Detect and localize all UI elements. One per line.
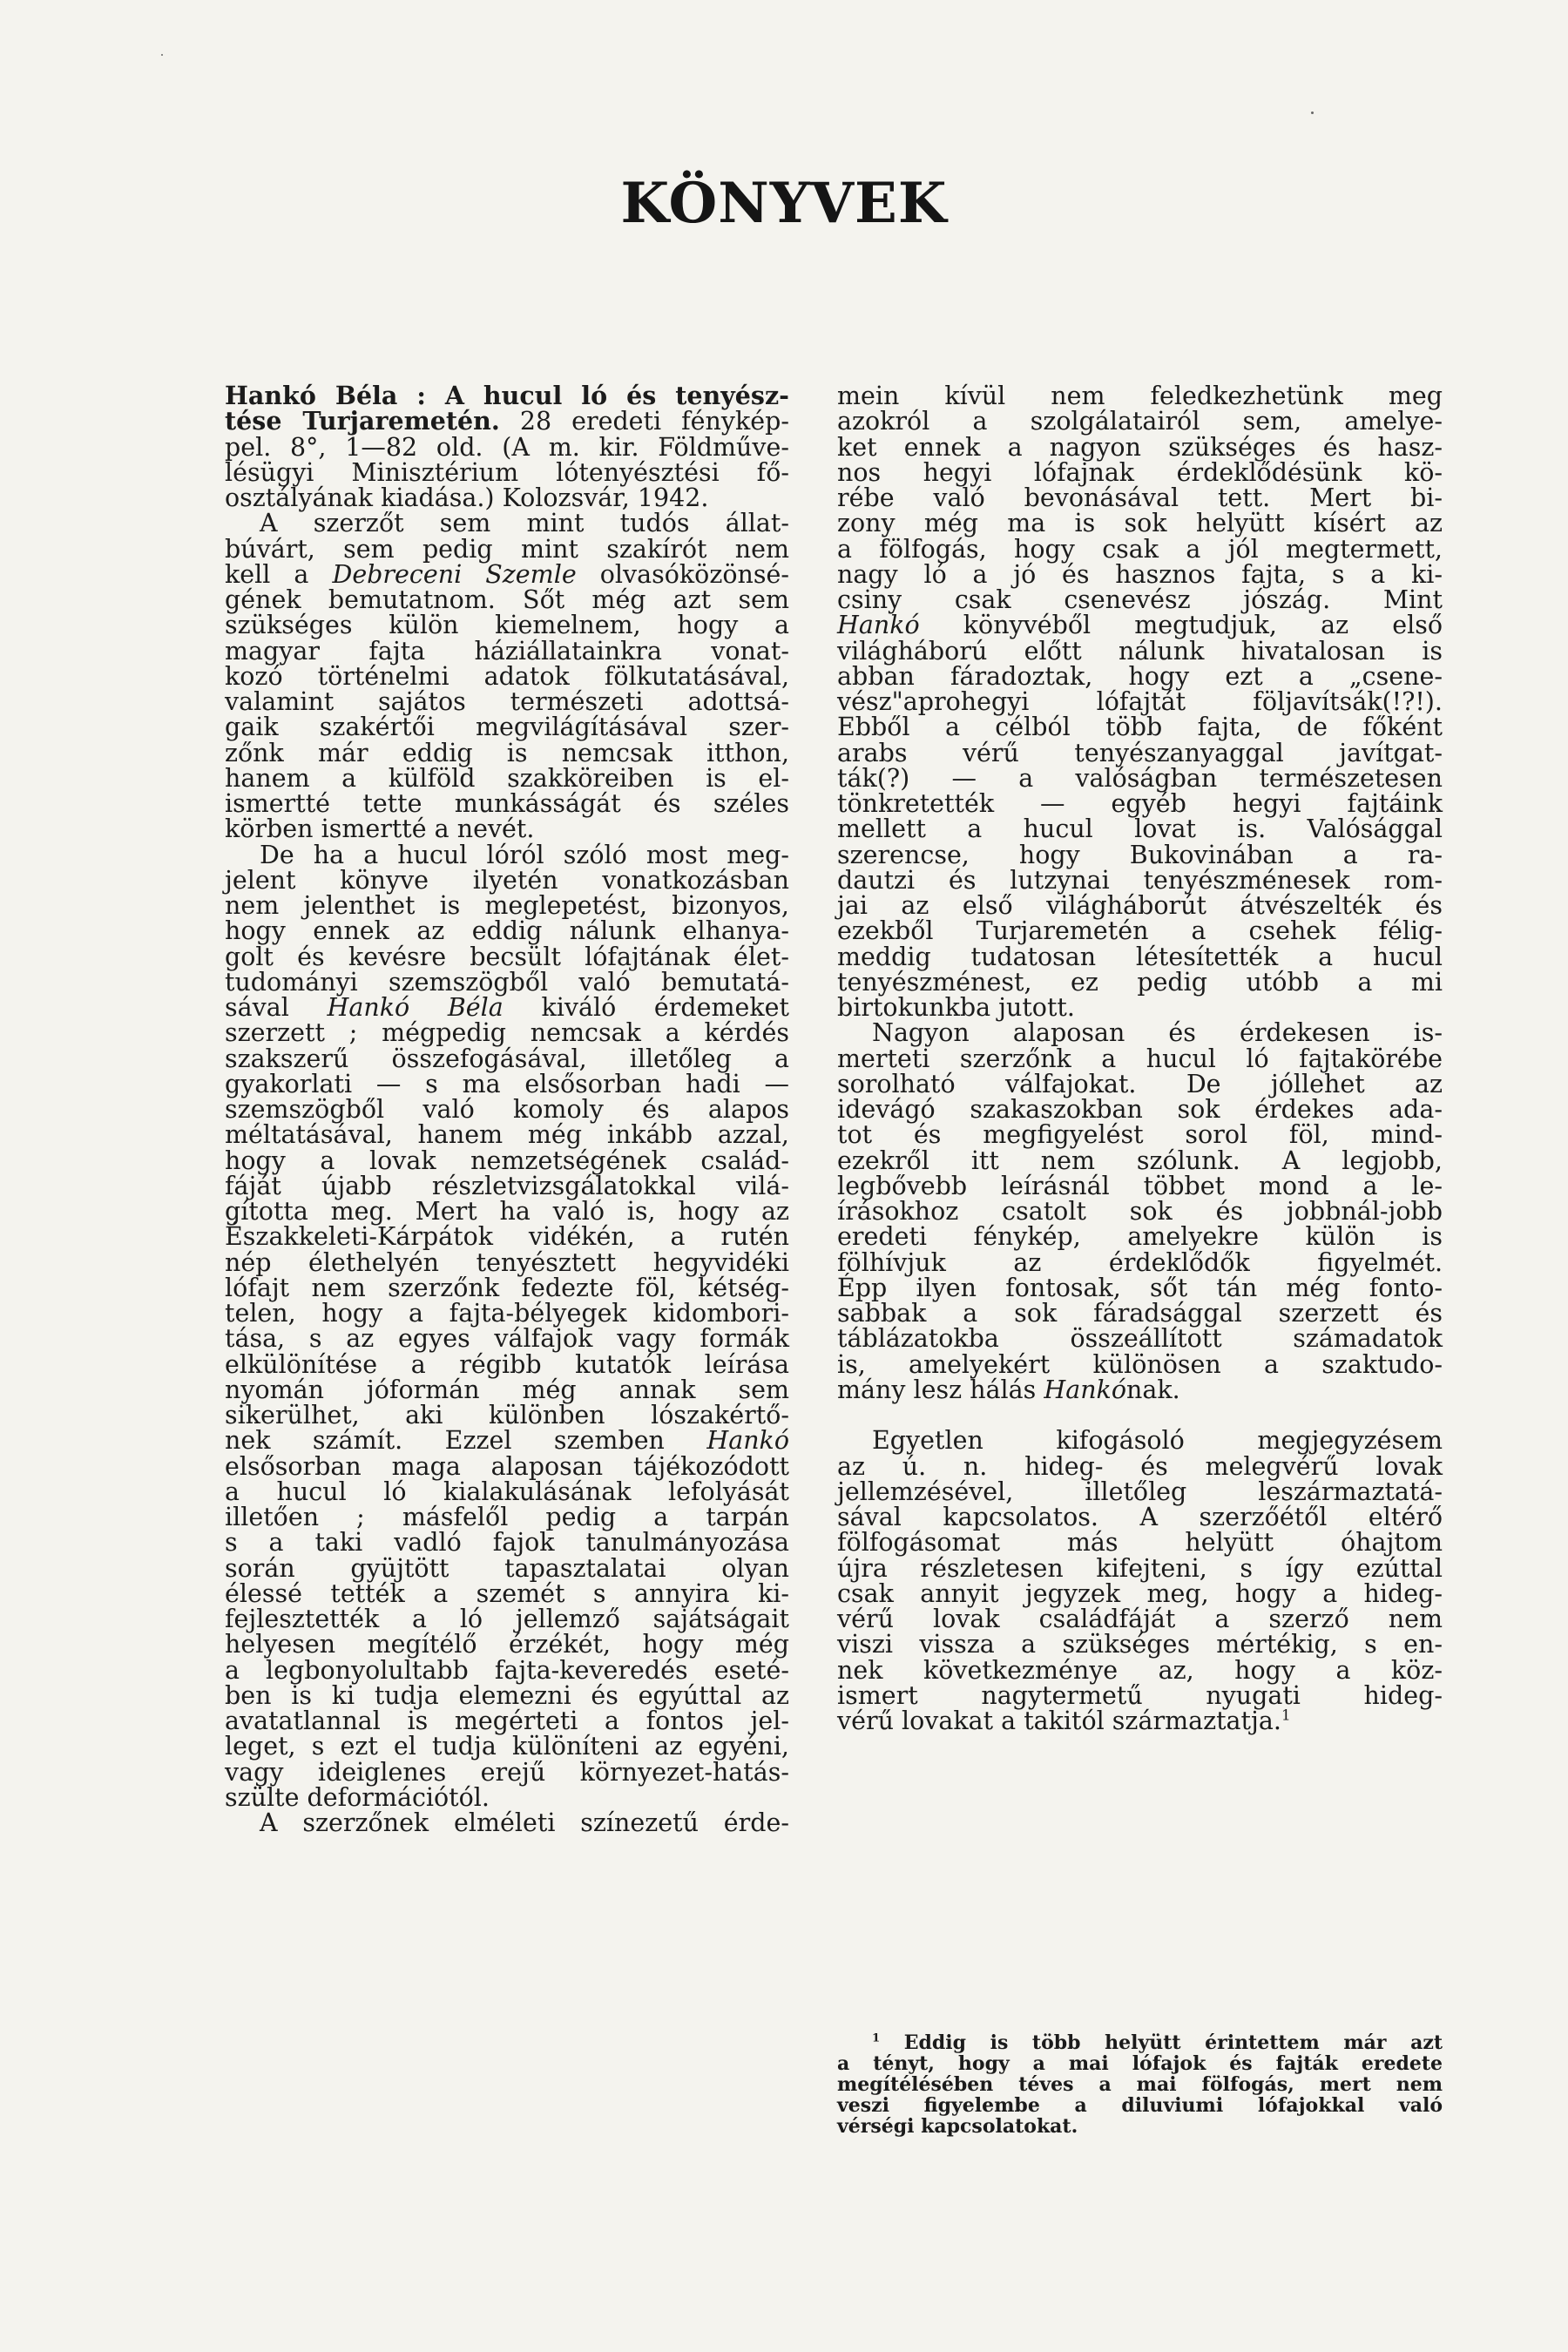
text-run: ezekből Turjaremetén a csehek félig- [837,916,1443,946]
text-line [225,587,789,612]
text-run: idevágó szakaszokban sok érdekes ada- [837,1095,1443,1124]
text-run: gyakorlati — s ma elsősorban hadi — [225,1069,789,1098]
text-run: élessé tették a szemét s annyira ki- [225,1578,789,1608]
text-line [837,1173,1443,1199]
text-line [837,1046,1443,1071]
text-run: jelent könyve ilyetén vonatkozásban [225,865,789,895]
text-line [837,1578,1443,1608]
text-run: Hankó [837,611,920,640]
text-line [837,1553,1443,1583]
text-line [225,1553,789,1583]
text-line [225,1782,789,1812]
text-run: Nagyon alaposan és érdekesen is- [872,1018,1443,1048]
text-line [225,791,789,816]
text-line [837,1199,1443,1224]
text-run: megítélésében téves a mai fölfogás, mert nem [837,2073,1443,2096]
text-run: birtokunkba jutott. [837,993,1075,1022]
text-line [837,1479,1443,1504]
text-run: sabbak a sok fáradsággal szerzett és [837,1299,1443,1328]
text-run: A szerzőt sem mint tudós állat- [260,509,789,538]
text-run: ket ennek a nagyon szükséges és hasz- [837,432,1443,462]
text-line [225,1324,789,1354]
text-line [225,1606,789,1632]
text-run: kiváló érdemeket [503,993,790,1022]
text-run: valamint sajátos természeti adottsá- [225,687,789,716]
page-heading: KÖNYVEK [620,171,948,236]
text-run: szerzett ; mégpedig nemcsak a kérdés [225,1018,789,1048]
text-run: fáját újabb részletvizsgálatokkal vilá- [225,1171,789,1200]
text-run: Északkeleti-Kárpátok vidékén, a rutén [225,1222,789,1252]
text-run: gította meg. Mert ha való is, hogy az [225,1197,789,1226]
text-run: fölhívjuk az érdeklődők figyelmét. [837,1247,1443,1277]
text-line [837,661,1443,691]
text-run: lésügyi Minisztérium lótenyésztési fő- [225,457,789,487]
text-run: vérségi kapcsolatokat. [837,2115,1078,2138]
text-run: nos hegyi lófajnak érdeklődésünk kö- [837,457,1443,487]
text-run: kell a [225,559,333,589]
text-run: szülte deformációtól. [225,1782,490,1812]
text-run: Hankó Béla [327,993,504,1022]
text-run: nek következménye az, hogy a köz- [837,1655,1443,1685]
text-line [225,763,789,793]
text-line [225,1120,789,1150]
text-run: Épp ilyen fontosak, sőt tán még fonto- [837,1273,1443,1302]
text-line [837,636,1443,666]
text-line [225,916,789,946]
text-run: mein kívül nem feledkezhetünk meg [837,382,1443,410]
text-line [225,661,789,691]
text-line [225,559,789,589]
text-run: magyar fajta háziállatainkra vonat- [225,636,789,666]
text-run: szemszögből való komoly és alapos [225,1095,789,1124]
text-line [225,995,789,1020]
text-run: fejlesztették a ló jellemző sajátságait [225,1605,789,1633]
text-run: hogy ennek az eddig nálunk elhanya- [225,916,789,946]
text-run: ben is ki tudja elemezni és egyúttal az [225,1680,789,1710]
text-line [837,740,1443,766]
text-line [225,534,789,564]
text-run: nyomán jóformán még annak sem [225,1375,789,1404]
text-line [225,1148,789,1173]
text-line [225,612,789,638]
text-run: során gyüjtött tapasztalatai olyan [225,1553,789,1583]
text-line [837,763,1443,793]
text-line [837,1148,1443,1173]
text-run: tudományi szemszögből való bemutatá- [225,967,789,997]
text-line [837,689,1443,714]
text-run: Eddig is több helyütt érintettem már azt [880,2031,1443,2054]
text-run: telen, hogy a fajta-bélyegek kidombori- [225,1299,789,1328]
text-run: méltatásával, hanem még inkább azzal, [225,1120,789,1150]
text-run: elsősorban maga alaposan tájékozódott [225,1451,789,1481]
text-run: a tényt, hogy a mai lófajok és fajták eredete [837,2052,1443,2075]
text-line [837,457,1443,487]
text-line [225,1097,789,1122]
text-run: s a taki vadló fajok tanulmányozása [225,1528,789,1558]
text-line [837,1402,1443,1428]
text-run: ismert nagytermetű nyugati hideg- [837,1680,1443,1710]
text-run: illetően ; másfelől pedig a tarpán [225,1503,789,1531]
text-line [225,1810,789,1835]
text-line [837,1247,1443,1277]
text-run: tot és megfigyelést sorol föl, mind- [837,1120,1443,1150]
footnote [837,2032,1443,2137]
text-run: nem jelenthet is meglepetést, bizonyos, [225,891,789,920]
text-line [837,1071,1443,1097]
text-line [837,534,1443,564]
page-speck [1311,112,1314,114]
text-line [837,1680,1443,1710]
text-line [837,485,1443,510]
text-line [837,1528,1443,1558]
text-line [225,1504,789,1530]
text-run: sával kapcsolatos. A szerzőétől eltérő [837,1503,1443,1531]
text-line [225,714,789,740]
text-run: világháború előtt nálunk hivatalosan is [837,636,1443,666]
text-run: veszi figyelembe a diluviumi lófajokkal való [837,2094,1443,2117]
text-run: ezekről itt nem szólunk. A legjobb, [837,1146,1443,1175]
text-run: szükséges külön kiemelnem, hogy a [225,611,789,640]
text-line [225,457,789,487]
text-run: Hankó Béla : A hucul ló és tenyész- [225,381,789,410]
text-run: Hankó [706,1426,789,1456]
text-line [837,1377,1443,1402]
text-line [837,1120,1443,1150]
text-run: tenyészménest, ez pedig utóbb a mi [837,967,1443,997]
text-line [837,2032,1443,2053]
text-line [225,1734,789,1759]
text-run: dautzi és lutzynai tenyészménesek rom- [837,865,1443,895]
text-run: vérű lovak családfáját a szerző nem [837,1605,1443,1633]
text-line [837,1606,1443,1632]
text-run: vérű lovakat a takitól származtatja. [837,1707,1281,1735]
text-run: hanem a külföld szakköreiben is el- [225,763,789,793]
text-run: vagy ideiglenes erejű környezet-hatás- [225,1757,789,1787]
text-line [837,944,1443,970]
text-run: gaik szakértői megvilágításával szer- [225,713,789,742]
text-run: jai az első világháborút átvészelték és [837,891,1443,920]
text-run: elkülönítése a régibb kutatók leírása [225,1349,789,1379]
text-run: zony még ma is sok helyütt kísért az [837,509,1443,538]
text-run: pel. 8°, 1—82 old. (A m. kir. Földműve- [225,432,789,462]
text-line [837,409,1443,434]
text-run: osztályának kiadása.) Kolozsvár, 1942. [225,483,709,512]
text-run: ták(?) — a valóságban természetesen [837,763,1443,793]
text-run: meddig tudatosan létesítették a hucul [837,942,1443,971]
text-line [837,995,1443,1020]
text-line [225,944,789,970]
text-line [225,1528,789,1558]
text-run: jellemzésével, illetőleg leszármaztatá- [837,1477,1443,1506]
text-run: De ha a hucul lóról szóló most meg- [260,840,789,869]
text-line [837,587,1443,612]
text-line [225,893,789,918]
text-run: tése Turjaremetén. [225,406,500,436]
text-line [837,916,1443,946]
text-run: eredeti fénykép, amelyekre külön is [837,1222,1443,1252]
text-line [837,714,1443,740]
text-run: lófajt nem szerzőnk fedezte föl, kétség- [225,1273,789,1302]
text-line [225,1275,789,1301]
text-run: golt és kevésre becsült lófajtának élet- [225,942,789,971]
text-line [837,814,1443,844]
text-run: avatatlannal is megérteti a fontos jel- [225,1707,789,1735]
text-line [225,967,789,997]
page-speck [161,54,163,56]
text-line [225,1632,789,1657]
text-run: helyesen megítélő érzékét, hogy még [225,1630,789,1659]
right-column [837,383,1443,1734]
left-column [225,383,789,1835]
text-run: a hucul ló kialakulásának lefolyását [225,1477,789,1506]
text-run: legbővebb leírásnál többet mond a le- [837,1171,1443,1200]
text-line [225,1247,789,1277]
text-line [837,432,1443,462]
text-line [837,1708,1443,1734]
text-run: 28 eredeti fénykép- [499,407,789,436]
text-line [837,559,1443,589]
text-line [225,636,789,666]
text-line [225,865,789,895]
text-line [837,893,1443,918]
text-run: gének bemutatnom. Sőt még azt sem [225,585,789,614]
text-line [225,1757,789,1787]
text-run: szerencse, hogy Bukovinában a ra- [837,840,1443,869]
text-run: Egyetlen kifogásoló megjegyzésem [872,1426,1443,1456]
text-run: a fölfogás, hogy csak a jól megtermett, [837,534,1443,564]
text-run: Hankó [1044,1375,1126,1404]
text-line [837,510,1443,536]
text-run: szakszerű összefogásával, illetőleg a [225,1044,789,1073]
text-run: az ú. n. hideg- és melegvérű lovak [837,1451,1443,1481]
text-line [225,1451,789,1481]
text-run: vész"aprohegyi lófajtát följavítsák(!?!). [837,687,1443,716]
text-run: újra részletesen kifejteni, s így ezúttal [837,1553,1443,1583]
text-line [225,1173,789,1199]
text-run: nak. [1126,1375,1180,1404]
text-line [837,1018,1443,1048]
text-run: nagy ló a jó és hasznos fajta, s a ki- [837,559,1443,589]
text-run: körben ismertté a nevét. [225,814,535,844]
text-run: rébe való bevonásával tett. Mert bi- [837,483,1443,512]
text-line [225,1708,789,1734]
text-line [225,1578,789,1608]
text-line [837,1504,1443,1530]
text-line [225,485,789,510]
text-line [837,1655,1443,1685]
text-run: sával [225,993,328,1022]
text-line [225,740,789,766]
text-line [837,1426,1443,1456]
text-run: nek számít. Ezzel szemben [225,1426,707,1456]
text-line [837,1301,1443,1326]
text-line [225,1046,789,1071]
text-run: könyvéből megtudjuk, az első [919,611,1443,640]
text-run: tönkretették — egyéb hegyi fajtáink [837,789,1443,818]
text-line [837,1222,1443,1252]
text-run: is, amelyekért különösen a szaktudo- [837,1349,1443,1379]
text-line [837,2074,1443,2095]
text-line [225,1018,789,1048]
text-run: írásokhoz csatolt sok és jobbnál-jobb [837,1197,1443,1226]
text-run: zőnk már eddig is nemcsak itthon, [225,738,789,767]
text-run: Debreceni Szemle [332,559,577,589]
text-run: merteti szerzőnk a hucul ló fajtakörébe [837,1044,1443,1073]
text-line [837,383,1443,409]
text-run: viszi vissza a szükséges mértékig, s en- [837,1630,1443,1659]
text-line [837,1097,1443,1122]
text-line [837,2095,1443,2116]
text-line [225,1199,789,1224]
text-run: csiny csak csenevész jószág. Mint [837,585,1443,614]
text-line [225,1071,789,1097]
text-run: táblázatokba összeállított számadatok [837,1324,1443,1354]
text-line [837,1324,1443,1354]
text-line [837,1632,1443,1657]
text-run: sikerülhet, aki különben lószakértő- [225,1401,789,1429]
text-line [837,2116,1443,2137]
text-run: kozó történelmi adatok fölkutatásával, [225,661,789,691]
text-line [225,842,789,868]
text-line [225,1349,789,1379]
text-line [225,814,789,844]
text-line [225,1301,789,1326]
text-run: csak annyit jegyzek meg, hogy a hideg- [837,1578,1443,1608]
text-line [837,865,1443,895]
footnote-marker: 1 [1281,1707,1291,1725]
text-line [225,406,789,436]
text-line [837,967,1443,997]
text-run: abban fáradoztak, hogy ezt a „csene- [837,661,1443,691]
text-run: tása, s az egyes válfajok vagy formák [225,1324,789,1354]
text-line [225,1377,789,1402]
text-line [225,432,789,462]
text-line [225,1426,789,1456]
text-line [225,1655,789,1685]
text-line [225,383,789,409]
text-line [837,2053,1443,2074]
text-run: a legbonyolultabb fajta-keveredés eseté- [225,1655,789,1685]
text-run: azokról a szolgálatairól sem, amelye- [837,407,1443,436]
text-line [225,510,789,536]
text-run: olvasóközönsé- [576,559,789,589]
text-line [225,1479,789,1504]
text-run: búvárt, sem pedig mint szakírót nem [225,534,789,564]
text-run: Ebből a célból több fajta, de főként [837,713,1443,742]
text-line [225,1680,789,1710]
text-run: mány lesz hálás [837,1375,1044,1404]
text-run: A szerzőnek elméleti színezetű érde- [260,1808,789,1837]
text-run: mellett a hucul lovat is. Valósággal [837,814,1443,844]
footnote-marker: 1 [872,2031,881,2045]
text-line [837,1275,1443,1301]
text-line [837,791,1443,816]
text-line [225,689,789,714]
text-line [225,1222,789,1252]
text-line [225,1402,789,1428]
text-line [837,1451,1443,1481]
text-line [837,612,1443,638]
text-run: ismertté tette munkásságát és széles [225,789,789,818]
text-run: sorolható válfajokat. De jóllehet az [837,1069,1443,1098]
text-run: arabs vérű tenyészanyaggal javítgat- [837,738,1443,767]
text-line [837,1349,1443,1379]
text-run: nép élethelyén tenyésztett hegyvidéki [225,1247,789,1277]
text-run: fölfogásomat más helyütt óhajtom [837,1528,1443,1558]
text-line [837,842,1443,868]
text-run: leget, s ezt el tudja különíteni az egyéni, [225,1732,789,1761]
text-run: hogy a lovak nemzetségének család- [225,1146,789,1175]
